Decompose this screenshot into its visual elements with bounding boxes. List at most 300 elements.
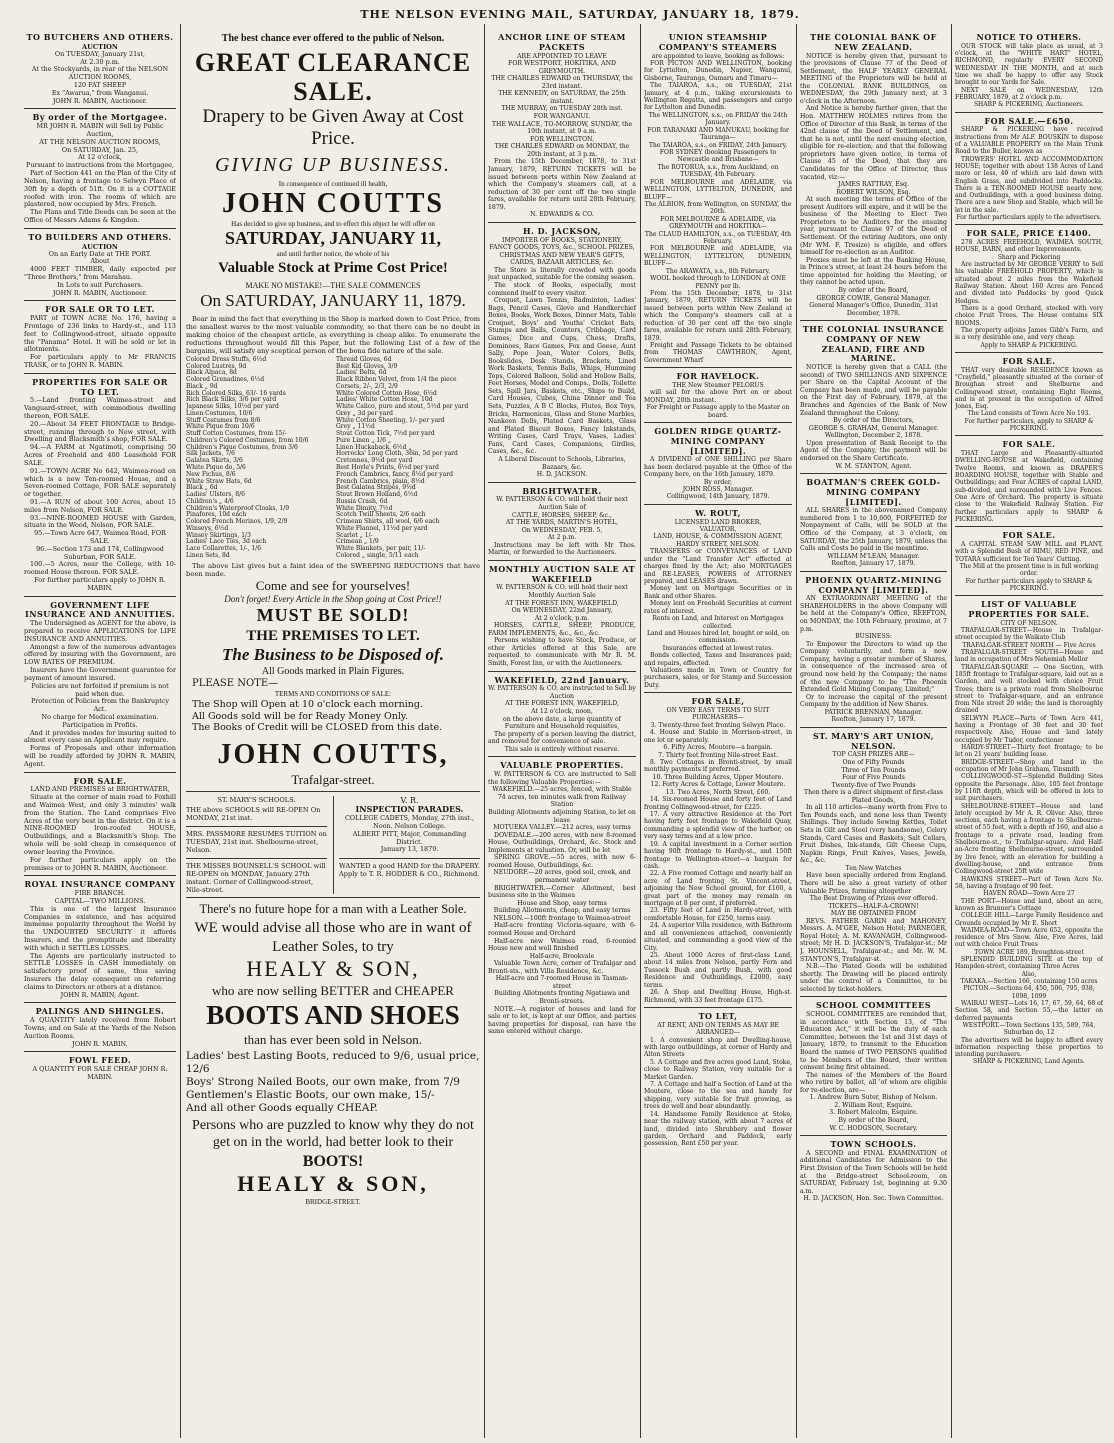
ad-line: The stock of Books, especially, most commend itself to every visitor. [488, 282, 636, 297]
ad-line: Pursuant to instructions from the Mortgagee, [26, 161, 174, 170]
vr-line: ALBERT PITT, Major, Commanding District. [352, 829, 467, 846]
ad-heading: MONTHLY AUCTION SALE AT WAKEFIELD [488, 563, 636, 584]
ad-line: Ex "Awarua," from Wanganui. [51, 88, 149, 97]
ad-line: MOTUEKA VALLEY.—212 acres, easy terms [493, 824, 631, 832]
advertisement [488, 224, 636, 483]
ad-line: CHRISTMAS AND NEW YEAR'S GIFTS, [499, 251, 625, 259]
ad-line: CATTLE, HORSES, SHEEP, &c., [511, 511, 613, 519]
ad-line: FOR MELBOURNE and ADELAIDE, via WELLINGTON, LYTTELTON, DUNEDIN, and BLUFF— [644, 178, 792, 201]
advertisement [24, 1004, 176, 1052]
ad-line: SHELBOURNE-STREET—House and land lately occupied by Mr A. R. Oliver. Also, three sections, each having a frontage to Shelbourne-street of 55 feet, with a depth of 160, and also a frontage to a private road, leading from Shelbourne-st., to Trafalgar-square. And Half-an-Acre fronting Shelbourne-street, surrounded by live fence, with an elevation for building a dwelling-house, and entrance from Collingwood-street 25ft wide [955, 802, 1103, 876]
ad-line: VALUATOR, [699, 526, 737, 534]
ad-heading: GOVERNMENT LIFE INSURANCE AND ANNUITIES. [24, 599, 176, 620]
ad-line: On TUESDAY, January 21st, [54, 49, 146, 58]
ad-line: For Freight or Passage apply to the Master on board. [646, 404, 790, 419]
ad-line: OUR STOCK will take place as usual, at 3 o'clock, at the "WHITE HART" HOTEL, RICHMOND, regularly EVERY SECOND WEDNESDAY IN THE MONTH, and at such time we shall be happy to offer any Stock brought to our Yards for Sale. [955, 42, 1103, 87]
ad-heading: VALUABLE PROPERTIES. [500, 760, 624, 771]
coutts-come: Come and see for yourselves! [255, 578, 411, 594]
price-item: Ladies' Belts, 6d [336, 369, 387, 377]
price-item: Winseys, 6½d [186, 524, 229, 532]
price-item: Black Ribbon Velvet, from 1/4 the piece [336, 376, 457, 384]
coutts-name-2: JOHN COUTTS, [217, 738, 449, 770]
ad-line: Freight and Passage Tickets to be obtained from THOMAS CAWTHRON, Agent, Government Wharf [644, 341, 792, 364]
price-item: Russia Crash, 6d [336, 497, 388, 505]
ad-line: will sail for the above Port on or about MONDAY, 20th instant. [644, 389, 792, 404]
ad-line: The Agents are particularly instructed to SETTLE LOSSES in CASH immediately on satisfactory proof of same, thus saving Insurers the delay consequent on referring claims to Directors or others at a distance. [24, 951, 176, 991]
ad-line: Half-acre, Brookvale [529, 952, 595, 960]
ad-line: TRAFALGAR-STREET SOUTH—House and land in occupation of Mrs Nehemiah Mellor [955, 648, 1103, 664]
ad-line: This is one of the largest Insurance Companies in existence, and has acquired immense popularity throughout the World by the UNDOUBTED SECURITY it affords Insurers, and the promptitude and liberality with which it SETTLES LOSSES. [24, 904, 176, 952]
price-list-a [186, 357, 330, 560]
price-item: White Pique do, 5/6 [186, 463, 246, 471]
price-item: Cretonnes, 9½d per yard [336, 457, 413, 465]
ad-heading: SCHOOL COMMITTEES [816, 1000, 931, 1011]
ad-line: General Manager's Office, Dunedin, 31st December, 1878. [809, 302, 938, 317]
ad-line: TOP CASH PRIZES ARE— [832, 751, 915, 759]
ad-line: on the above date, a large quantity of [503, 715, 621, 723]
ad-line: THE PORT—House and land, about an acre, known as Brunner's Cottage [955, 897, 1103, 912]
ad-line: Also, [1021, 970, 1037, 978]
ad-line: ARE APPOINTED TO LEAVE [517, 52, 607, 60]
ad-line: Ten New Watches [845, 864, 902, 872]
ad-line: JOHN R. MABIN, Auctioneer. [52, 96, 148, 105]
ad-line: FOR MELBOURNE and ADELAIDE, via WELLINGTON, LYTTELTON, DUNEDIN, BLUFF— [644, 245, 792, 268]
ad-line: SPRING GROVE.—55 acres, with new 6-roomed House, Outbuildings, &c. [488, 854, 636, 869]
wanted-ad: WANTED a good HAND for the DRAPERY. Apply to T. R. HODDER & CO., Richmond. [339, 858, 480, 878]
ad-line: The names of the Members of the Board who retire by ballot, all 'of whom are eligible for re-election, are— [800, 1071, 947, 1094]
healy-boots: BOOTS AND SHOES [206, 999, 460, 1030]
ad-line: 7. A Cottage and half a Section of Land at the Moutere, close to the sea and handy for shipping, very suitable for fruit growing, as trees do well and bear abundantly. [644, 1081, 792, 1111]
healy-line-9: Persons who are puzzled to know why they do not get on in the world, had better look to their [192, 1118, 474, 1151]
vr-line: January 13, 1879. [380, 845, 439, 854]
healy-line-6: Boys' Strong Nailed Boots, our own make, from 7/9 [186, 1075, 460, 1088]
ad-line: FOR SYDNEY (booking Passengers to Newcastle and Brisbane— [659, 148, 777, 164]
coutts-marked: All Goods marked in Plain Figures. [261, 666, 405, 678]
ad-line: The property adjoins James Gibb's Farm, and is a very desirable one, and very cheap. [955, 326, 1103, 342]
ad-line: AN EXTRAORDINARY MEETING of the SHAREHOLDERS in the above Company will be held at the Company's Office, REEFTON, on MONDAY, the 10th February, proximo, at 7 p.m. [800, 595, 947, 633]
ad-line: JOHN R. MABIN, Auctioneer. [52, 288, 148, 297]
coutts-title: GREAT CLEARANCE SALE. [194, 48, 472, 106]
ad-line: PATRICK BRENNAN, Manager. [824, 708, 923, 716]
ad-line: 5. A Cottage and five acres good Land, Stoke, close to Railway Station, very suitable for a Market Garden. [644, 1058, 792, 1081]
ad-line: W. PATTERSON & CO. are instructed to Sell the following Valuable Properties:— [488, 771, 636, 786]
advertisement [955, 30, 1103, 113]
healy-ad [186, 899, 480, 1209]
ad-line: Part of Section 441 on the Plan of the City of Nelson, having a frontage to Selwyn Place of 30ft by a depth of 51ft. On it is a COTTAGE roofed with iron. The rooms of which are plastered, now occupied by Mrs. French. [24, 169, 176, 209]
ad-heading: TO LET, [698, 1010, 738, 1021]
price-item: Galatea Skirts, 3/6 [186, 457, 243, 465]
ad-line: TOWN ACRE 189, Broughton-street [974, 948, 1084, 956]
ad-line: MR JOHN R. MABIN will Sell by Public Auction, [36, 122, 164, 139]
ad-line: COLLEGE HILL—Large Family Residence and Grounds occupied by Mr E. Short [955, 912, 1103, 927]
ad-line: FIRE BRANCH. [74, 889, 126, 898]
ad-line: FOR MELBOURNE & ADELAIDE, via GREYMOUTH and HOKITIKA— [660, 215, 776, 231]
ad-line: AT THE FOREST INN, WAKEFIELD, [505, 599, 619, 607]
coutts-term-1: The Shop will Open at 10 o'clock each morning. [192, 698, 423, 710]
ad-line: Amongst a few of the numerous advantages offered by insuring with the Government, are LOW RATES OF PREMIUM. [24, 642, 176, 667]
price-item: Black „ 6d [186, 484, 218, 492]
healy-bridge: BRIDGE-STREET. [305, 1197, 361, 1206]
healy-boots-2: BOOTS! [302, 1152, 364, 1170]
advertisement [24, 375, 176, 597]
ad-line: At such meeting the terms of Office of the present Auditors will expire, and it will be the business of the Meeting to Elect Two Proprietors to be Auditors for the ensuing year, pursuant to Clause 97 of the Deed of Settlement. Of the retiring Auditors, one only (Mr WM. F. Tresize) is eligible, and offers himself for re-election as an Auditor. [800, 196, 947, 257]
price-item: Children's Pique Costumes, from 3/6 [186, 443, 298, 451]
ad-line: On WEDNESDAY, FEB. 5, [521, 526, 603, 534]
advertisement [955, 354, 1103, 437]
advertisement [644, 694, 792, 1008]
ad-line: FOR TARANAKI AND MANUKAU, booking for Tauranga— [647, 126, 789, 142]
ad-line: CARDS, BAZAAR ARTICLES, &c. [510, 259, 614, 267]
advertisement [644, 30, 792, 368]
ad-line: Reefton, January 17, 1879. [831, 560, 916, 568]
ad-title: AUCTION [82, 242, 118, 251]
ad-line: On SATURDAY, Jan. 25, [61, 145, 139, 154]
ad-line: JOHN ROSS, Manager. [682, 486, 754, 494]
ad-line: The Store is literally crowded with goods just unpacked, suitable for the coming season. [488, 266, 636, 282]
ad-line: DOVEDALE.—200 acres, with new 8-roomed House, Outbuildings, Orchard, &c. Stock and Implements at valuation. Or, will be let [488, 831, 636, 854]
coutts-must: MUST BE SOLD! [256, 605, 410, 626]
ad-line: CAPITAL—TWO MILLIONS. [54, 896, 146, 905]
price-item: Colored Grenadines, 6½d [186, 376, 265, 384]
price-item: Black „ 9d [186, 382, 218, 390]
ad-line: JOHN R. MABIN. [72, 1039, 128, 1048]
ad-line: HORSES, CATTLE, SHEEP, PRODUCE, FARM IMPLEMENTS, &c., &c., &c. [488, 622, 636, 637]
ad-heading: FOR HAVELOCK. [676, 371, 760, 382]
ad-line: For further particulars apply to SHARP & PICKERING. [965, 577, 1093, 592]
ad-line: 22. A Five roomed Cottage and nearly half an acre of Land fronting St. Vincent-street, adjoining the New School ground, for £160, a great part of the money may remain on mortgage at 8 per cent, if preferred. [644, 870, 792, 908]
ad-line: REVS. FATHER GARIN and MAHONEY, Messrs. A. M'GEE, Nelson Hotel; PARNEGER, Royal Hotel; A. M. KAVANAGH, Collingwood-street; Mr H. D. JACKSON'S, Trafalgar-st.; Mr J. HOUNSELL, Trafalgar-st.; and Mr. W. M. STANTON'S, Trafalgar-st. [800, 917, 947, 963]
ad-line: HARDY-STREET—Thirty feet frontage; to be let on 21 years' building lease. [955, 744, 1103, 759]
ad-line: THAT very desirable RESIDENCE known as "Crayfield," pleasantly situated at the corner of Broughan street and Shelburne and Collingwood street, containing Eight Rooms, and is at present in the occupation of Alfred Jones, Esq. [955, 366, 1103, 411]
ad-line: The Undersigned as AGENT for the above, is prepared to receive APPLICATIONS for LIFE INSURANCE AND ANNUITIES. [24, 619, 176, 643]
ad-line: THE KENNEDY, on SATURDAY, the 25th instant. [498, 90, 626, 105]
ad-line: N.B.—The Plated Goods will be exhibited shortly. The Drawing will be placed entirely under the control of a Committee, to be selected by ticket-holders. [800, 963, 947, 993]
advertisement [955, 597, 1103, 1069]
masthead: THE NELSON EVENING MAIL, SATURDAY, JANUARY 18, 1879. [360, 8, 800, 21]
vr-line: COLLEGE CADETS, Monday, 27th inst., Noon. Nelson College. [344, 814, 474, 831]
ad-line: Forms of Proposals and other information will be readily afforded by JOHN R. MABIN, Agent. [24, 744, 176, 768]
ad-line: H. D. JACKSON. [536, 471, 588, 479]
ad-line: THE New Steamer PELORUS [672, 381, 764, 389]
price-item: Winsey Skirtings, 1/3 [186, 531, 251, 539]
ad-heading: H. D. JACKSON, [523, 225, 601, 236]
ad-line: BRIDGE-STREET—Shop and land in the occupation of Mr John Graham, Tinsmith [955, 758, 1103, 773]
ad-line: NOTE.—A register of houses and land for sale or to let, is kept at our Office, and parties having properties for disposal, can have the same entered without charge. [488, 1005, 636, 1036]
ad-line: Or to increase the capital of the present Company by the addition of New Shares. [800, 693, 947, 709]
ad-line: 2. William Rout, Esquire. [834, 1101, 913, 1109]
ad-heading: By order of the Mortgagee. [32, 112, 168, 123]
coutts-bear: Bear in mind the fact that everything in the Shop is marked down to Cost Price, from the smallest wares to the most valuable commodity, so that there can be no doubt in making choice of the cheapest article, as everything is cheap alike. To enumerate the reductions throughout would fill this Paper, but the following List of a few of the bargains, will satisfy any sceptical person of the bona fide nature of the sale. [186, 314, 480, 355]
ad-line: A SECOND and FINAL EXAMINATION of additional Candidates for Admission to the First Division of the Town Schools will be held at the Bridge-street School-room, on SATURDAY, February 1st, beginning at 9.30 a.m. [800, 1149, 947, 1195]
advertisement [644, 369, 792, 423]
ad-line: Valuable Town Acre, corner of Trafalgar and Bronti-sts., with Villa Residence, &c. [488, 960, 636, 975]
ad-line: By order of the Board, [838, 1117, 909, 1124]
ad-heading: FOR SALE. [1002, 355, 1056, 366]
ad-line: 8. Two Cottages in Bronti-street, by small monthly payments if preferred. [644, 759, 792, 774]
ad-line: Half-acre fronting Victoria-square, with 6-roomed House and Orchard [488, 922, 636, 937]
ad-line: NELSON.—100ft frontage to Waimea-street [493, 914, 631, 922]
ad-line: 100.—5 Acres, near the College, with 10-roomed House thereon. FOR SALE. [24, 560, 176, 577]
price-item: Thread Gloves, 6d [336, 355, 392, 363]
advertisement [644, 1009, 792, 1151]
price-item: Stuff Costumes from 8/6 [186, 416, 261, 424]
ad-line: 91.—TOWN ACRE No 642, Waimea-road on which is a new Ten-roomed House, and a Seven-roomed Cottage, FOR SALE separately or together. [24, 466, 176, 499]
ad-line: Twenty-five of Two Pounds [831, 781, 916, 789]
ad-line: The CLAUD HAMILTON, s.s., on TUESDAY, 4th February. [644, 230, 792, 246]
ad-line: This sale is entirely without reserve. [504, 745, 620, 753]
ad-line: H. D. JACKSON, Hon. Sec. Town Committee. [803, 1195, 944, 1203]
ad-line: Instructions may be left with Mr Thos. Martin, or forwarded to the Auctioneers. [488, 541, 636, 557]
ad-heading: FOR SALE, PRICE £1400. [966, 228, 1092, 239]
healy-line-8: And all other Goods equally CHEAP. [186, 1101, 378, 1114]
coutts-decided: Has decided to give up business, and to effect this object he will offer on [231, 219, 435, 228]
ad-line: 94.—A FARM at Ngatimoti, comprising 50 Acres of Freehold and 400 Leasehold FOR SALE. [24, 443, 176, 467]
ad-line: THE CHARLES EDWARD on MONDAY, the 20th instant, at 3 p.m. [494, 143, 630, 158]
ad-line: For particulars apply to Mr FRANCIS TRASK, or to JOHN R. MABIN. [24, 353, 176, 370]
price-item: White Straw Hats, 6d [186, 477, 252, 485]
ad-line: 23. Fifty feet of Land in Hardy-street, with comfortable House, for £250, terms easy. [644, 907, 792, 922]
ad-line: Have been specially ordered from England. There will be also a great variety of other Valuable Prizes, forming altogether [800, 872, 947, 895]
coutts-sub2: GIVING UP BUSINESS. [215, 154, 451, 177]
price-item: Ladies' White Cotton Hose, 10d [336, 396, 433, 404]
ad-line: To Empower the Directors to wind up the Company voluntarily, and form a new Company, having a greater number of Shares, in consequence of the increased area of ground now held by the Company; the name of the new Company to be "The Phoenix Extended Gold Mining Company, Limited;" [800, 640, 947, 694]
column-6 [955, 30, 1103, 1438]
price-item: Colored Dress Stuffs, 6½d [186, 355, 267, 363]
price-item: Stout Cotton Tick, 7½d per yard [336, 430, 435, 438]
ad-line: 4000 FEET TIMBER, daily expected per "Three Brothers," from Marahau. [24, 265, 176, 281]
price-item: White Pique from 10/6 [186, 423, 255, 431]
ad-line: 96.—Section 173 and 174, Collingwood Suburban, FOR SALE. [36, 544, 164, 561]
advertisement [24, 302, 176, 373]
ad-line: No charge for Medical examination. [41, 712, 159, 721]
advertisement [955, 437, 1103, 527]
ad-line: One of Fifty Pounds [842, 758, 905, 766]
ad-line: Building Allotments adjoining Station, to let on lease [488, 808, 636, 824]
ad-line: THE WALLACE, TO-MORROW, SUNDAY, the 19th instant, at 9 a.m. [491, 120, 633, 136]
ad-line: Rents on Land, and Interest on Mortgages collected. [652, 615, 784, 630]
price-item: Silk Jackets, 7/6 [186, 450, 235, 458]
ad-heading: PALINGS AND SHINGLES. [35, 1006, 165, 1017]
ad-line: WAKEFIELD.—25 acres, fenced, with Stable [492, 786, 632, 794]
ad-line: Three of Ten Pounds [841, 766, 906, 774]
stmary-body: THE above SCHOOLS will RE-OPEN On MONDAY, 21st inst. [186, 805, 321, 822]
ad-line: are appointed to leave, booking as follows: [651, 52, 785, 60]
price-item: Rich Colored Silks, 63/- 16 yards [186, 389, 286, 397]
ad-line: AT THE YARDS, MARTIN'S HOTEL, [505, 519, 619, 527]
ad-line: ON VERY EASY TERMS TO SUIT PURCHASERS— [666, 707, 770, 722]
advertisement [800, 998, 947, 1136]
price-item: French Cambrics, plain, 8½d [336, 477, 425, 485]
vr-lines [339, 815, 480, 854]
ad-line: The property of a person leaving the district, and removed for convenience of sale. [488, 730, 636, 746]
ad-line: Wellington, December 2, 1878. [824, 432, 923, 440]
ad-line: The advertisers will be happy to afford every information respecting these properties to intending purchasers. [955, 1036, 1103, 1059]
ad-line: Insurances effected at lowest rates. [662, 644, 774, 652]
price-item: White Flannel, 11½d per yard [336, 524, 428, 532]
coutts-date1: SATURDAY, JANUARY 11, [224, 228, 442, 249]
coutts-sub1: Drapery to be Given Away at Cost Price. [202, 106, 464, 150]
ad-heading: FOR SALE OR TO LET. [45, 304, 155, 315]
ad-line: IMPORTER OF BOOKS, STATIONERY, [502, 236, 622, 244]
advertisement [800, 322, 947, 474]
ad-line: 1. Andrew Burn Suter, Bishop of Nelson. [809, 1094, 938, 1102]
passmore-notice: MRS. PASSMORE RESUMES TUITION on TUESDAY, 21st inst. Shelbourne-street, Nelson. [186, 826, 327, 854]
price-item: Stuff Cotton Costumes, from 15/- [186, 430, 287, 438]
ad-line: 19. A capital investment in a Corner section having 90ft frontage to Hardy-st., and 150ft frontage to Wellington-street—a bargain for cash. [644, 840, 792, 870]
ad-line: Money lent on Freehold Securities at current rates of interest. [644, 600, 792, 615]
ad-line: AT THE NELSON AUCTION ROOMS, [39, 137, 161, 146]
advertisement [24, 110, 176, 228]
coutts-premises: THE PREMISES TO LET. [246, 628, 420, 645]
ad-line: 12. Forty Acres & Cottage, Lower Moutere. [650, 781, 786, 789]
advertisement [488, 758, 636, 1038]
healy-line-1: There's no future hope for a man with a Leather Sole. [199, 902, 467, 917]
coutts-forget: Don't forget! Every Article in the Shop going at Cost Price!! [224, 594, 442, 605]
ad-heading: ROYAL INSURANCE COMPANY [24, 879, 176, 890]
ad-heading: TOWN SCHOOLS. [830, 1139, 917, 1150]
ad-line: TAKAKA.—Section 166, containing 150 acres [960, 978, 1098, 985]
price-item: White Calico, pure and stout, 5½d per yard [336, 403, 469, 411]
ad-heading: ST. MARY'S ART UNION, NELSON. [813, 730, 934, 751]
price-item: Horrocks' Long Cloth, 36in, 5d per yard [336, 450, 458, 458]
ad-line: WILLIAM M'LEAN, Manager. [827, 552, 920, 560]
ad-line: LAND, HOUSE, & COMMISSION AGENT, [653, 533, 783, 541]
ad-line: CITY OF NELSON. [1000, 619, 1058, 627]
price-item: Black Alpaca, 8d [186, 369, 237, 377]
healy-line-4: than has ever been sold in Nelson. [244, 1031, 422, 1047]
price-item: Pure Linen „ 1/6 „ [336, 436, 392, 444]
ad-heading: FOWL FEED. [68, 1055, 132, 1066]
bounsell-notice: THE MISSES BOUNSELL'S SCHOOL will RE-OPEN on MONDAY, January 27th instant. Corner of Collingwood-street, Nile-street. [186, 858, 327, 894]
column-rule [640, 24, 641, 1438]
advertisement [800, 30, 947, 321]
advertisement [24, 1053, 176, 1084]
ad-line: 14. Handsome Family Residence at Stoke, near the railway station, with about 7 acres of land, divided into Shrubbery and flower garden, Orchard and Paddock, early possession, Rent £50 per year. [644, 1110, 792, 1148]
ad-line: NEXT SALE on WEDNESDAY, 12th FEBRUARY, 1879, at 2 o'clock p.m. [955, 86, 1103, 101]
ad-line: Upon presentation of Bank Receipt to the Agent of the Company, the payment will be endorsed on the Share Certificate. [800, 439, 947, 462]
vr-title: INSPECTION PARADES. [355, 804, 464, 815]
ad-line: 3. Twenty-three feet fronting Selwyn Place. [650, 721, 786, 729]
ad-line: TICKETS—HALF-A-CROWN! [828, 902, 919, 910]
ad-heading: PHOENIX QUARTZ-MINING COMPANY [LIMITED]. [805, 574, 942, 595]
ad-line: Protection of Policies from the Bankruptcy Act. [30, 697, 170, 714]
coutts-ad [186, 30, 480, 792]
healy-name: HEALY & SON, [246, 955, 420, 981]
ad-line: 74 acres, ten minutes walk from Railway Station [497, 793, 627, 809]
ad-line: 1. A convenient shop and Dwelling-house, with large outbuildings, at corner of Hardy and Alton Streets [644, 1036, 792, 1059]
ad-line: For further particulars apply to JOHN R. MABIN. [34, 576, 166, 592]
ad-line: By order, [703, 478, 733, 486]
column-2 [186, 30, 480, 1438]
price-list-b [336, 357, 480, 560]
advertisement [488, 673, 636, 758]
price-item: White Blankets, per pair, 11/- [336, 545, 426, 553]
ad-line: 3. Robert Malcolm, Esquire. [829, 1109, 918, 1117]
ad-line: 25. About 1000 Acres of first-class Land, about 14 miles from Nelson, partly Fern and Tussock Bush and partly Bush, with good Residence and Outbuildings, £2000, easy terms. [644, 951, 792, 989]
advertisement [24, 774, 176, 877]
ad-line: AT THE FOREST INN, WAKEFIELD, [505, 700, 619, 708]
ad-line: SELWYN PLACE—Parts of Town Acre 441, having a Frontage of 30 feet and 30 feet respectively. Also, House and land lately occupied by Mr Tudor, confectioner [955, 714, 1103, 744]
price-item: Best Hoyle's Prints, 6½d per yard [336, 463, 439, 471]
ad-heading: FOR SALE. [73, 775, 127, 786]
ad-line: NOTICE is hereby given that a CALL (the second) of TWO SHILLINGS AND SIXPENCE per Share on the Capital Account of the Company has been made, and will be payable on the First day of February, 1879, at the Branches and Agencies of the Bank of New Zealand throughout the Colony. [800, 364, 947, 417]
ad-line: The WELLINGTON, s.s., on FRIDAY the 24th January. [648, 111, 788, 127]
ad-line: Valuations made in Town or Country for purchasers, sales, or for Stamp and Succession Duty. [644, 667, 792, 689]
ad-line: Policies are not forfeited if premium is not paid when due. [31, 681, 169, 698]
ad-line: Insurers have the Government guarantee for payment of amount insured. [24, 666, 176, 682]
ad-line: 93.—NINE-ROOMED HOUSE with Garden, situate in the Wood, Nelson, FOR SALE. [24, 513, 176, 530]
ad-line: ALL SHARES in the abovenamed Company numbered from 1 to 10,600, FORFEITED for Nonpayment of Calls, will be SOLD at the Office of the Company, at 3 o'clock, on SATURDAY, the 25th January, 1879, unless the Calls and Costs be paid in the meantime. [800, 507, 947, 553]
ad-line: 24. A superior Villa residence, with Bathroom and all conveniences attached, conveniently situated, and commanding a good view of the City. [644, 922, 792, 952]
coutts-term-3: The Books of Credit will be CLOSED from this date. [192, 722, 443, 734]
coutts-terms: TERMS AND CONDITIONS OF SALE: [274, 690, 392, 699]
price-item: Best Galatea Stripes, 9½d [336, 484, 416, 492]
coutts-intro: In consequence of continued ill health, [278, 180, 388, 189]
ad-line: 7. Thirty feet fronting Nile-street East. [658, 751, 778, 759]
ad-line: 20.—About 34 FEET FRONTAGE to Bridge-street, running through to New street, with Dwelling and Blacksmith's shop, FOR SALE. [24, 419, 176, 444]
price-item: Scotch Twill Sheets, 2/6 each [336, 511, 426, 519]
ad-line: FOR WESTPORT, HOKITIKA, AND GREYMOUTH. [508, 60, 616, 75]
ad-line: WAIRAU WEST—Lots 16, 17, 67, 59, 64, 68 of Section 58, and Section 55,—the latter on deferred payments [955, 999, 1103, 1022]
price-item: Stout Brown Holland, 6½d [336, 491, 418, 499]
price-item: Colored „ single, 5/11 each [336, 551, 419, 559]
ad-heading: W. ROUT, [695, 507, 741, 518]
ad-line: The Land consists of Town Acre No 193. [967, 410, 1091, 418]
price-item: Children's „ 4/6 [186, 497, 234, 505]
ad-line: TRANSFERS or CONVEYANCES of LAND under the "Land Transfer Act" effected at charges fixed by the Act; also MORTGAGES and RE-LEASES, POWERS of ATTORNEY prepared, and LEASES drawn. [644, 548, 792, 585]
ad-line: There is a good Orchard, stocked with very choice Fruit Trees. The House contains SIX ROOMS. [955, 304, 1103, 327]
healy-line-3: who are now selling BETTER and CHEAPER [212, 982, 454, 998]
ad-line: A QUANTITY FOR SALE CHEAP JOHN R. MABIN. [32, 1065, 168, 1081]
price-item: Crimean Shirts, all wool, 6/6 each [336, 518, 440, 526]
advertisement [800, 475, 947, 572]
ad-line: 4. House and Stable in Morrison-street, in one lot or separately. [644, 729, 792, 744]
ad-line: N. EDWARDS & CO. [530, 211, 594, 219]
coutts-street: Trafalgar-street. [291, 771, 375, 787]
coutts-business: The Business to be Disposed of. [222, 645, 444, 665]
ad-heading: WAKEFIELD, 22nd January. [494, 674, 630, 685]
ad-heading: UNION STEAMSHIP COMPANY'S STEAMERS [658, 32, 778, 52]
ad-line: BUSINESS: [855, 633, 892, 641]
ad-line: Building Allotments fronting Ngatiawa and Bronti-streets. [494, 990, 630, 1005]
ad-heading: FOR SALE, [691, 696, 745, 707]
advertisement [955, 226, 1103, 352]
coutts-note: The above List gives but a faint idea of the SWEEPING REDUCTIONS that have been made. [186, 561, 480, 578]
ad-line: PICTON.—Sections 64, 450, 506, 795, 938, 1098, 1099 [963, 985, 1095, 1000]
ad-line: 6. Fifty Acres, Moutere—a bargain. [663, 744, 773, 752]
price-item: Best Kid Gloves, 3/9 [336, 362, 398, 370]
ad-line: ROBERT WILSON, Esq. [836, 188, 911, 196]
ad-line: Half-acre new Waimea road, 6-roomed House new and well finished [488, 937, 636, 953]
ad-line: NOTICE is hereby given that, pursuant to the provisions of Clause 77 of the Deed of Settlement, the HALF YEARLY GENERAL MEETING of the Proprietors will be held at the COLONIAL BANK BUILDINGS, on WEDNESDAY, the 29th January next, at 3 o'clock in the Afternoon. [800, 52, 947, 105]
ad-heading: NOTICE TO OTHERS. [976, 32, 1082, 42]
ad-heading: GOLDEN RIDGE QUARTZ-MINING COMPANY [LIMITED]. [654, 426, 782, 456]
ad-line: W. PATTERSON & CO. will hold their next Auction Sale of [496, 496, 628, 511]
ad-line: At the Stockyards, in rear of the NELSON AUCTION ROOMS, [31, 65, 169, 82]
price-item: Colored French Merinos, 1/9, 2/9 [186, 518, 288, 526]
ad-line: The ROTORUA, s.s., from Auckland, on TUESDAY, 4th February. [657, 163, 779, 179]
ad-line: And it provides modes for insuring suited to almost every case an Applicant may require. [24, 728, 176, 745]
price-item: Crimean „ 1/9 [336, 538, 379, 546]
advertisement [644, 424, 792, 505]
healy-line-7: Gentlemen's Elastic Boots, our own make, 15/- [186, 1088, 435, 1101]
ad-line: 13. Two Acres, North Street, £60. [665, 788, 771, 796]
ad-line: A QUANTITY lately received from Robert Towns, and on Sale at the Yards of the Nelson Auction Rooms. [24, 1016, 176, 1040]
ad-heading: LIST OF VALUABLE PROPERTIES FOR SALE. [968, 599, 1090, 619]
ad-line: The ALBION, from Wellington, on SUNDAY, the 26th. [644, 200, 792, 216]
ad-line: 91.—A RUN of about 100 Acres, about 15 miles from Nelson, FOR SALE. [24, 497, 176, 514]
ad-line: Participation in Profits. [62, 720, 138, 729]
